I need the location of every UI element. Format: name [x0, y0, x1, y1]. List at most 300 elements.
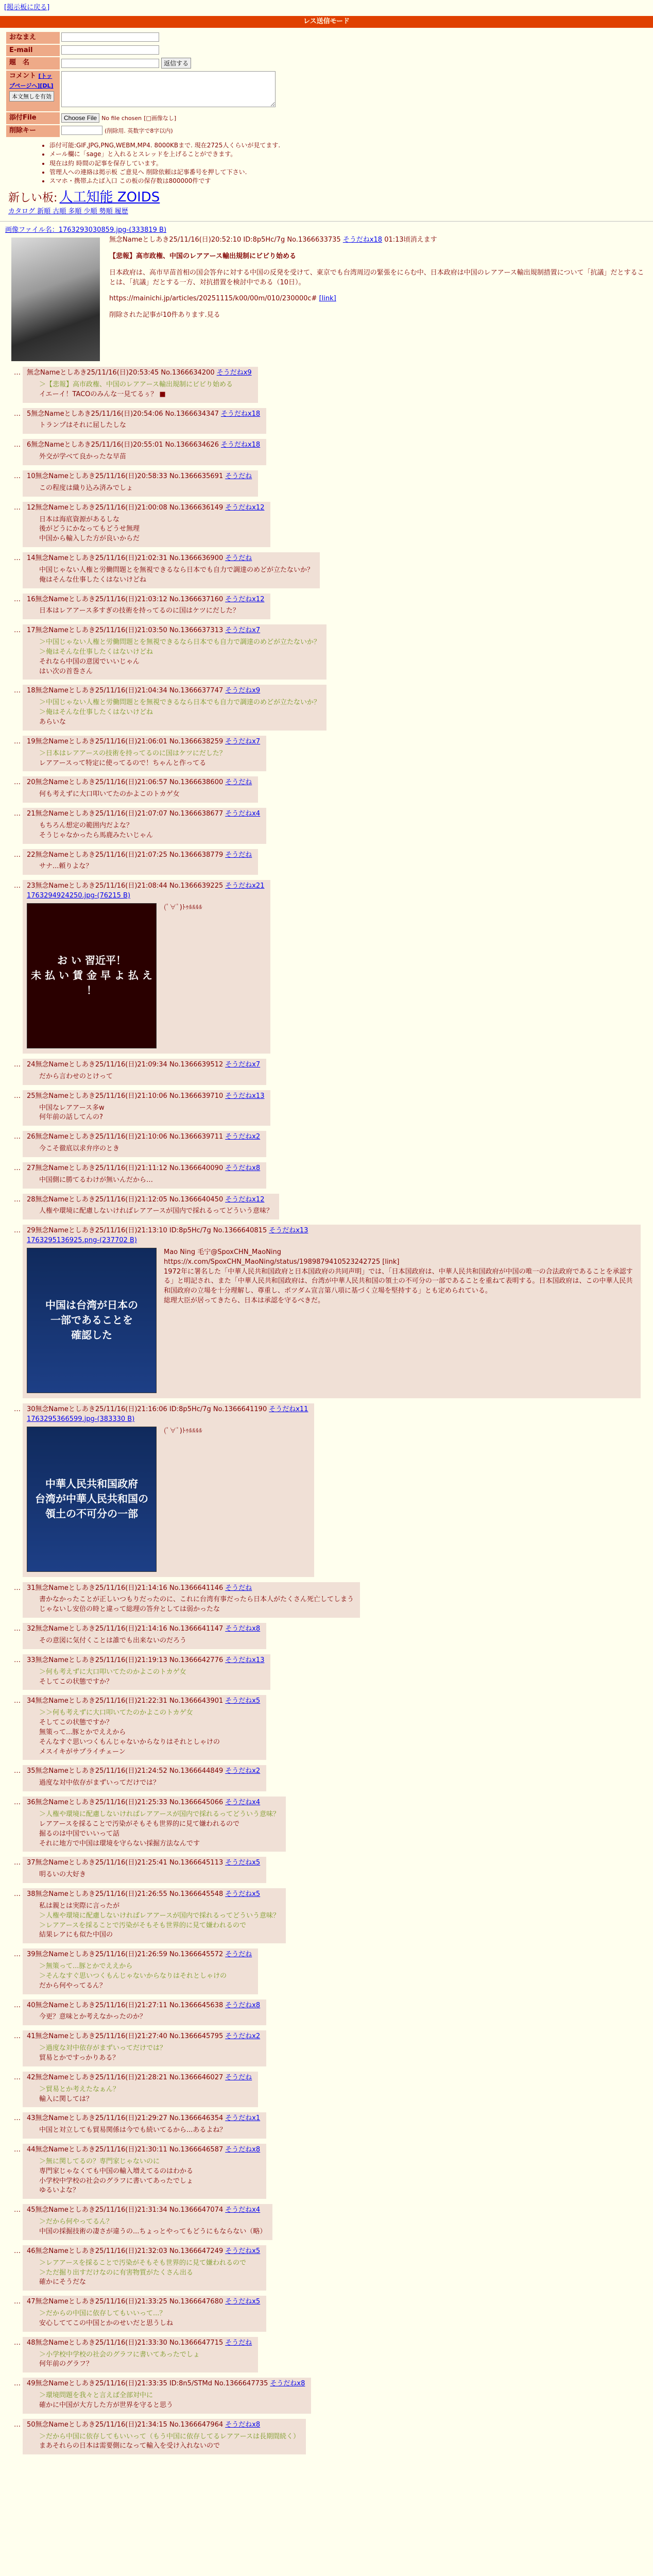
- reply-line: 過度な対中依存がまずいってだけでは？: [39, 1779, 160, 1787]
- reply-separator: …: [14, 1951, 21, 1959]
- reply-header-text: 10無念Nameとしあき25/11/16(日)20:58:33 No.1366635691: [27, 472, 224, 480]
- reply-header-text: 43無念Nameとしあき25/11/16(日)21:29:27 No.1366646354: [27, 2114, 224, 2123]
- reply-separator: …: [14, 2420, 21, 2429]
- reply-text: [39, 1666, 264, 1687]
- op-header: [5, 235, 648, 245]
- reply-separator: …: [14, 2114, 21, 2123]
- reply-header: [27, 2032, 260, 2042]
- op-link[interactable]: [link]: [319, 295, 336, 303]
- reply-post: [12, 2029, 268, 2068]
- reply-text: [39, 2389, 305, 2411]
- reply-text: [39, 2010, 260, 2022]
- reply-body: [23, 808, 266, 844]
- sodane-link[interactable]: そうだねx8: [225, 2146, 261, 2154]
- reply-separator: …: [14, 687, 21, 695]
- reply-post: [12, 1693, 268, 1761]
- sodane-link[interactable]: そうだねx13: [269, 1227, 308, 1235]
- reply-header: [27, 1767, 260, 1776]
- sodane-link[interactable]: そうだねx4: [225, 2206, 261, 2214]
- catalog-links[interactable]: [8, 207, 653, 217]
- reply-line: 何年前のグラフ？: [39, 2360, 93, 2368]
- sodane-link[interactable]: そうだねx13: [225, 1656, 265, 1664]
- sodane-link[interactable]: そうだねx5: [225, 2247, 261, 2255]
- reply-body: [23, 2030, 266, 2066]
- reply-post: [12, 500, 272, 549]
- reply-body: [23, 1162, 266, 1189]
- reply-separator: …: [14, 1195, 21, 1204]
- reply-post: [12, 1764, 268, 1793]
- reply-line: (ﾟ∀ﾟ)ﾄｩﾙﾙﾙﾙ: [164, 903, 202, 911]
- reply-body: [23, 594, 270, 620]
- reply-line: ＞人権や環境に配慮しないければレアアースが国内で採れるってどういう意味？: [39, 1911, 280, 1920]
- reply-text: [39, 513, 264, 545]
- reply-form: [5, 31, 277, 138]
- reply-separator: …: [14, 2338, 21, 2347]
- name-label: おなまえ: [6, 32, 60, 44]
- reply-header-text: 14無念Nameとしあき25/11/16(日)21:02:31 No.1366636900: [27, 554, 224, 563]
- reply-line: 今こそ徹底以求弁序のとき: [39, 1145, 120, 1153]
- comment-textarea[interactable]: [61, 71, 276, 107]
- reply-text: [39, 1960, 252, 1991]
- sodane-link[interactable]: そうだねx7: [225, 626, 261, 635]
- reply-body: [23, 2337, 258, 2373]
- reply-line: ＞日本はレアアースの技術を持ってるのに国はケツにだした？: [39, 749, 226, 757]
- reply-line: ＞無策って...豚とかでええから: [39, 1962, 133, 1971]
- reply-body: [23, 1797, 286, 1852]
- reply-body: [23, 2204, 272, 2240]
- sodane-link[interactable]: そうだねx8: [270, 2380, 305, 2388]
- reply-header-text: 27無念Nameとしあき25/11/16(日)21:11:12 No.1366640090: [27, 1164, 224, 1172]
- sodane-link[interactable]: そうだね: [225, 1951, 252, 1959]
- sodane-link[interactable]: そうだねx12: [225, 503, 265, 512]
- name-input[interactable]: [61, 32, 159, 42]
- op-file-line: [5, 226, 648, 235]
- reply-post: [12, 365, 260, 404]
- sodane-link[interactable]: そうだねx8: [225, 1164, 261, 1172]
- op-sodane-link[interactable]: そうだねx18: [342, 236, 383, 244]
- password-label: 削除キー: [6, 125, 60, 137]
- reply-line: だから何やってるん？: [39, 1981, 107, 1990]
- reply-line: (ﾟ∀ﾟ)ﾄｩﾙﾙﾙﾙ: [164, 1427, 202, 1435]
- reply-line: ＞小学校中学校の社会のグラフに書いてあったでしょ: [39, 2350, 200, 2359]
- reply-header: [27, 851, 252, 860]
- reply-header-text: 41無念Nameとしあき25/11/16(日)21:27:40 No.1366645795: [27, 2032, 224, 2041]
- reply-header: [27, 2001, 260, 2011]
- op-thumbnail[interactable]: [11, 238, 100, 361]
- reply-thumbnail[interactable]: 中国は台湾が日本の 一部であることを 確認した: [27, 1248, 157, 1393]
- reply-post: [12, 1581, 362, 1620]
- reply-header-text: 38無念Nameとしあき25/11/16(日)21:26:55 No.1366645548: [27, 1890, 224, 1899]
- reply-line: ＞だから中国に依存してもいいって（もう中国に依存してるレアアースは長期間続く）: [39, 2432, 300, 2441]
- rule-item: • 管理人への連絡は掲示板 ご意見へ 削除依頼は記事番号を押して下さい.: [49, 168, 653, 177]
- rule-item: • 現在は約 時間の記事を保存しています。: [49, 159, 653, 168]
- rule-item: • メール欄に「sage」と入れるとスレッドを上げることができます。: [49, 150, 653, 159]
- reply-header-text: 20無念Nameとしあき25/11/16(日)21:06:57 No.1366638600: [27, 778, 224, 787]
- sodane-link[interactable]: そうだね: [225, 554, 252, 563]
- reply-header-text: 12無念Nameとしあき25/11/16(日)21:00:08 No.1366636149: [27, 503, 224, 512]
- reply-separator: …: [14, 1164, 21, 1172]
- sodane-link[interactable]: そうだねx5: [225, 1697, 261, 1705]
- reply-line: ＞人権や環境に配慮しないければレアアースが国内で採れるってどういう意味？: [39, 1810, 280, 1818]
- sodane-link[interactable]: そうだねx4: [225, 1799, 261, 1807]
- reply-post: [12, 2070, 260, 2109]
- reply-text: [39, 2348, 252, 2370]
- sodane-link[interactable]: そうだね: [225, 472, 252, 480]
- reply-line: 外交が学べて良かったな早苗: [39, 453, 127, 461]
- sodane-link[interactable]: そうだねx9: [225, 687, 261, 695]
- reply-separator: …: [14, 554, 21, 563]
- reply-separator: …: [14, 1060, 21, 1069]
- reply-post: [12, 1402, 316, 1579]
- reply-header: [27, 368, 252, 378]
- reply-line: レアアースを採ることで汚染がそもそも世界的に見て嫌われるので: [39, 1820, 239, 1828]
- reply-line: 書かなかったことが正しいつもりだったのに、これに台湾有事だったら日本人がたくさん死亡してしまう: [39, 1596, 354, 1604]
- reply-header-text: 35無念Nameとしあき25/11/16(日)21:24:52 No.1366644849: [27, 1767, 224, 1775]
- reply-header: [27, 2420, 300, 2430]
- reply-header-text: 45無念Nameとしあき25/11/16(日)21:31:34 No.1366647074: [27, 2206, 224, 2214]
- reply-text: [39, 1900, 280, 1940]
- back-link[interactable]: [掲示板に戻る]: [4, 4, 50, 11]
- subject-label: 題 名: [6, 57, 60, 70]
- reply-header-text: 39無念Nameとしあき25/11/16(日)21:26:59 No.1366645572: [27, 1951, 224, 1959]
- reply-header-text: 6無念Nameとしあき25/11/16(日)20:55:01 No.1366634626: [27, 441, 219, 449]
- op-deleted-note: 削除された記事が10件あります.見る: [109, 311, 220, 319]
- reply-separator: …: [14, 626, 21, 635]
- op-file-link[interactable]: 画像ファイル名：1763293030859.jpg-(333819 B): [5, 226, 167, 234]
- reply-body: [23, 1194, 279, 1220]
- reply-text: [39, 482, 252, 494]
- reply-body: [23, 1654, 270, 1690]
- reply-line: 人権や環境に配慮しないければレアアースが国内で採れるってどういう意味？: [39, 1207, 273, 1215]
- reply-header: [27, 1798, 280, 1808]
- no-image-checkbox[interactable]: [□画像なし]: [144, 114, 177, 122]
- op-body-line: 【悲報】高市政権、中国のレアアース輸出規制にビビり始める: [109, 252, 296, 260]
- reply-text: [39, 564, 314, 585]
- reply-body: [23, 736, 266, 772]
- reply-text: [39, 2124, 260, 2136]
- reply-post: [12, 1057, 268, 1087]
- password-input[interactable]: [61, 126, 102, 135]
- sodane-link[interactable]: そうだね: [225, 851, 252, 859]
- reply-post: [12, 806, 268, 845]
- reply-header-text: 24無念Nameとしあき25/11/16(日)21:09:34 No.1366639512: [27, 1060, 224, 1069]
- reply-line: その意図に気付くことは誰でも出来ないのだろう: [39, 1637, 187, 1645]
- reply-text: [39, 2042, 260, 2063]
- reply-header: [27, 809, 260, 819]
- reply-line: 何も考えずに大口叩いてたのかよこのトカゲ女: [39, 790, 180, 799]
- new-board-link[interactable]: 人工知能 ZOIDS: [59, 189, 160, 205]
- reply-post: [12, 406, 268, 436]
- reply-header-text: 28無念Nameとしあき25/11/16(日)21:12:05 No.1366640450: [27, 1195, 224, 1204]
- reply-separator: …: [14, 1656, 21, 1664]
- reply-body: [23, 1623, 266, 1649]
- reply-line: 総理大臣が居ってきたら、日本は承認を守るべきだ。: [164, 1297, 325, 1305]
- reply-line: だから言わせのとけって: [39, 1072, 113, 1080]
- reply-post: [12, 1795, 287, 1853]
- sodane-link[interactable]: そうだねx2: [225, 2032, 261, 2041]
- reply-line: 俺はそんな仕事したくはないけどね: [39, 575, 147, 584]
- sodane-link[interactable]: そうだねx21: [225, 882, 265, 890]
- reply-line: 中国側に勝てるわけが無いんだから…: [39, 1176, 153, 1184]
- reply-post: [12, 2417, 307, 2456]
- email-input[interactable]: [61, 45, 159, 55]
- reply-separator: …: [14, 2001, 21, 2009]
- reply-separator: …: [14, 1859, 21, 1867]
- reply-separator: …: [14, 1697, 21, 1705]
- reply-header: [27, 1697, 260, 1706]
- reply-header-text: 34無念Nameとしあき25/11/16(日)21:22:31 No.1366643901: [27, 1697, 224, 1705]
- reply-line: 結果レアにも似た中国の: [39, 1931, 113, 1939]
- reply-header: [27, 737, 260, 747]
- reply-header-text: 19無念Nameとしあき25/11/16(日)21:06:01 No.1366638259: [27, 737, 224, 745]
- reply-line: 安心しててこの中国とかのせいだと思うしね: [39, 2319, 174, 2327]
- reply-line: 確かに中国が大方した方が世界を守ると思う: [39, 2401, 174, 2409]
- reply-separator: …: [14, 1405, 21, 1413]
- sodane-link[interactable]: そうだねx12: [225, 595, 265, 603]
- op-post: [0, 226, 653, 363]
- reply-text: [39, 1808, 280, 1849]
- reply-post: [12, 1192, 281, 1222]
- reply-line: そうじゃなかったら馬鹿みたいじゃん: [39, 831, 153, 839]
- reply-text: [39, 1868, 260, 1880]
- reply-post: [12, 2142, 268, 2200]
- reply-post: [12, 469, 260, 498]
- reply-separator: …: [14, 472, 21, 480]
- comment-label: [6, 71, 60, 111]
- reply-body: [23, 1225, 641, 1398]
- reply-text: [39, 1142, 260, 1154]
- op-source-url: https://mainichi.jp/articles/20251115/k00/00m/010/230000c#: [109, 295, 317, 303]
- reply-line: ＞だからの中国に依存してもいいって...？: [39, 2310, 166, 2318]
- reply-body: [23, 1059, 266, 1085]
- reply-header: [27, 1132, 260, 1142]
- reply-header: [27, 503, 264, 513]
- reply-header: [27, 1195, 273, 1205]
- sodane-link[interactable]: そうだねx2: [225, 1133, 261, 1141]
- reply-header-text: 31無念Nameとしあき25/11/16(日)21:14:16 No.1366641146: [27, 1584, 224, 1592]
- reply-body: [23, 1695, 266, 1760]
- reply-line: ＞貿易とか考えたなぁん？: [39, 2085, 120, 2093]
- reply-separator: …: [14, 1890, 21, 1899]
- reply-body: [23, 2245, 266, 2291]
- reply-separator: …: [14, 737, 21, 745]
- reply-header-text: 22無念Nameとしあき25/11/16(日)21:07:25 No.1366638779: [27, 851, 224, 859]
- reply-body: [23, 1999, 266, 2026]
- sodane-link[interactable]: そうだねx4: [225, 810, 261, 818]
- reply-post: [12, 1887, 287, 1945]
- subject-input[interactable]: [61, 59, 159, 68]
- reply-header-text: 21無念Nameとしあき25/11/16(日)21:07:07 No.1366638677: [27, 810, 224, 818]
- reply-line: 中国なレアアース多w: [39, 1104, 105, 1112]
- reply-line: あらいな: [39, 718, 66, 726]
- op-expire: 01:13頃消えます: [384, 236, 437, 244]
- reply-body: [23, 624, 326, 680]
- reply-separator: …: [14, 810, 21, 818]
- reply-body: [23, 2296, 266, 2332]
- reply-header: [27, 554, 314, 564]
- sodane-link[interactable]: そうだね: [225, 778, 252, 787]
- choose-file-button[interactable]: Choose File: [61, 113, 99, 123]
- reply-header-text: 40無念Nameとしあき25/11/16(日)21:27:11 No.1366645638: [27, 2001, 224, 2009]
- reply-file-link[interactable]: 1763295136925.png-(237702 B): [27, 1236, 137, 1245]
- reply-line: 明るいの大好き: [39, 1871, 87, 1879]
- reply-header-text: 29無念Nameとしあき25/11/16(日)21:13:10 ID:8p5Hc/7g No.1366640815: [27, 1227, 267, 1235]
- reply-line: もちろん想定の範囲内だよな？: [39, 821, 133, 829]
- reply-header: [27, 2247, 260, 2257]
- reply-post: [12, 1089, 272, 1128]
- reply-header-text: 18無念Nameとしあき25/11/16(日)21:04:34 No.1366637747: [27, 687, 224, 695]
- reply-header: [27, 2145, 260, 2155]
- reply-line: 日本はレアアース多すぎの技術を持ってるのに国はケツにだした？: [39, 607, 239, 615]
- reply-post: [12, 1223, 642, 1400]
- reply-thumbnail[interactable]: お い 習近平！ 未 払 い 賃 金 早 よ 払 え ！: [27, 903, 157, 1048]
- reply-text: [39, 2430, 300, 2452]
- reply-line: 輸入に関しては？: [39, 2095, 93, 2103]
- new-board-prefix: 新しい板:: [8, 191, 58, 205]
- reply-header: [27, 1164, 260, 1174]
- reply-file-link[interactable]: 1763295366599.jpg-(383330 B): [27, 1415, 135, 1423]
- sodane-link[interactable]: そうだねx18: [220, 441, 261, 449]
- reply-text: [39, 1706, 260, 1757]
- reply-body: [23, 1090, 270, 1126]
- reply-line: ＞俺はそんな仕事したくはないけどね: [39, 648, 153, 656]
- reply-header: [27, 626, 320, 636]
- reply-post: [12, 2376, 313, 2415]
- sodane-link[interactable]: そうだねx8: [225, 2420, 261, 2429]
- reply-line: 中国と対立しても貿易関係は今でも続いてるから...あるよね？: [39, 2126, 227, 2134]
- reply-text: [39, 378, 252, 400]
- reply-header-text: 36無念Nameとしあき25/11/16(日)21:25:33 No.1366645066: [27, 1799, 224, 1807]
- reply-header-text: 26無念Nameとしあき25/11/16(日)21:10:06 No.1366639711: [27, 1133, 224, 1141]
- reply-line: 中国の採掘技術の凄さが違うの...ちょっとやってもどうにもならない（略）: [39, 2227, 267, 2235]
- sodane-link[interactable]: そうだねx8: [225, 1625, 261, 1633]
- sodane-link[interactable]: そうだねx5: [225, 2298, 261, 2306]
- reply-line: ＞何も考えずに大口叩いてたのかよこのトカゲ女: [39, 1668, 186, 1676]
- sodane-link[interactable]: そうだねx9: [216, 369, 252, 377]
- reply-line: ＞環境問題を我々と言えば全部対中に: [39, 2392, 153, 2400]
- reply-header: [27, 1060, 260, 1070]
- reply-line: この程度は織り込み済みでしょ: [39, 484, 133, 492]
- reply-separator: …: [14, 1133, 21, 1141]
- reply-separator: …: [14, 2146, 21, 2154]
- reply-post: [12, 848, 260, 877]
- reply-post: [12, 1129, 268, 1159]
- reply-body: [23, 470, 258, 497]
- reply-line: それに地方で中国は環境を守らない採掘方法なんです: [39, 1839, 200, 1848]
- reply-text: [39, 2215, 266, 2237]
- sodane-link[interactable]: そうだね: [225, 2338, 252, 2347]
- reply-line: 専門家じゃなくても中国の輸入増えてるのはわかる: [39, 2167, 194, 2175]
- reply-post: [12, 683, 328, 732]
- sodane-link[interactable]: そうだねx13: [225, 1092, 265, 1100]
- reply-text: [39, 2155, 260, 2196]
- reply-post: [12, 2111, 268, 2140]
- reply-separator: …: [14, 441, 21, 449]
- reply-line: それなら中国の意図でいいじゃん: [39, 657, 140, 666]
- reply-line: ＞中国じゃない人権と労働問題とを無視できるなら日本でも自力で調達のめどが立たないか？: [39, 699, 321, 707]
- reply-post: [12, 775, 260, 804]
- reply-line: 貿易とかですっかりある？: [39, 2054, 119, 2062]
- reply-file-link[interactable]: 1763294924250.jpg-(76215 B): [27, 892, 131, 900]
- reply-line: ＞レアアースを採ることで汚染がそもそも世界的に見て嫌われるので: [39, 2259, 246, 2267]
- reply-body: [23, 1765, 266, 1791]
- op-body-line: 日本政府は、高市早苗首相の国会答弁に対する中国の反発を受けて、東京でも台湾周辺の緊張をにらむ中、日本政府は中国のレアアース輸出規制措置について「抗議」だとすることは、「抗議」だとする一方、対抗措置を検討中である（10日）。: [109, 268, 644, 286]
- reply-separator: …: [14, 2247, 21, 2255]
- reply-line: そしてこの状態ですか？: [39, 1677, 113, 1686]
- reply-line: はい次の首巻さん: [39, 667, 93, 675]
- reply-body: [23, 408, 266, 434]
- reply-line: 私は親とは実際に言ったが: [39, 1902, 120, 1910]
- reply-post: [12, 1161, 268, 1190]
- reply-body: [23, 1857, 266, 1883]
- sodane-link[interactable]: そうだねx18: [220, 410, 261, 418]
- sodane-link[interactable]: そうだねx12: [225, 1195, 265, 1204]
- sodane-link[interactable]: そうだねx2: [225, 1767, 261, 1775]
- no-body-button[interactable]: 本文無しを有効: [9, 91, 54, 101]
- sodane-link[interactable]: そうだねx8: [225, 2001, 261, 2009]
- reply-text: [39, 1776, 260, 1788]
- comment-tools-link[interactable]: [トップページへ][DL]: [9, 73, 54, 90]
- reply-header-text: 17無念Nameとしあき25/11/16(日)21:03:50 No.1366637313: [27, 626, 224, 635]
- sodane-link[interactable]: そうだね: [225, 1584, 252, 1592]
- reply-body: [23, 1403, 314, 1577]
- reply-header-text: 無念Nameとしあき25/11/16(日)20:53:45 No.1366634200: [27, 369, 215, 377]
- reply-line: 今更？意味とか考えなかったのか？: [39, 2013, 147, 2021]
- sodane-link[interactable]: そうだねx1: [225, 2114, 261, 2123]
- reply-separator: …: [14, 2206, 21, 2214]
- reply-post: [12, 437, 268, 467]
- sodane-link[interactable]: そうだねx7: [225, 1060, 261, 1069]
- comment-label-text: コメント: [9, 72, 37, 80]
- reply-separator: …: [14, 595, 21, 603]
- file-label: 添付File: [6, 112, 60, 124]
- sodane-link[interactable]: そうだねx7: [225, 737, 261, 745]
- reply-body: [23, 1948, 258, 1994]
- reply-body: [23, 552, 320, 588]
- sodane-link[interactable]: そうだねx5: [225, 1859, 261, 1867]
- reply-body: [23, 2378, 311, 2414]
- back-to-board-link[interactable]: [0, 0, 653, 14]
- rule-item: • 添付可能:GIF,JPG,PNG,WEBM,MP4. 8000KBまで. 現在2725人くらいが見てます.: [49, 141, 653, 150]
- sodane-link[interactable]: そうだねx11: [269, 1405, 308, 1413]
- reply-header-text: 37無念Nameとしあき25/11/16(日)21:25:41 No.1366645113: [27, 1859, 224, 1867]
- reply-line: 中国から輸入した方が良いからだ: [39, 535, 140, 543]
- sodane-link[interactable]: そうだねx5: [225, 1890, 261, 1899]
- new-board-ad: [8, 188, 653, 208]
- reply-header-text: 50無念Nameとしあき25/11/16(日)21:34:15 No.1366647964: [27, 2420, 224, 2429]
- reply-line: ＞無に関してるの？専門家じゃないのに: [39, 2157, 160, 2165]
- reply-separator: …: [14, 503, 21, 512]
- reply-separator: …: [14, 2032, 21, 2041]
- reply-body: [23, 880, 270, 1054]
- reply-body: [23, 1888, 286, 1943]
- reply-header: [27, 1950, 252, 1960]
- reply-line: 1972年に署名した「中華人民共和国政府と日本国政府の共同声明」では、「日本国政府は、中華人民共和国政府が中国の唯一の合法政府であることを承認する」と明記され、また「中華人民共和国政府は、台湾が中華人民共和国の領土の不可分の一部であることを重ねて表明する。日本国政府は、この中華人民共和国政府の立場を十分理解し、尊重し、ポツダム宣言第八項に基づく立場を堅持する」とも定められている。: [164, 1267, 633, 1295]
- reply-line: ＞レアアースを採ることで汚染がそもそも世界的に見て嫌われるので: [39, 1921, 246, 1929]
- reply-separator: …: [14, 778, 21, 787]
- submit-button[interactable]: 返信する: [161, 58, 191, 69]
- reply-post: [12, 1621, 268, 1651]
- sodane-link[interactable]: そうだね: [225, 2073, 252, 2081]
- reply-line: ＞【悲報】高市政権、中国のレアアース輸出規制にビビり始める: [39, 380, 233, 388]
- reply-post: [12, 1855, 268, 1885]
- reply-header: [27, 2073, 252, 2083]
- reply-header: [27, 2297, 260, 2307]
- catalog-link[interactable]: カタログ 新順 古順 多順 少順 勢順 履歴: [8, 208, 128, 216]
- reply-header-text: 16無念Nameとしあき25/11/16(日)21:03:12 No.1366637160: [27, 595, 224, 603]
- reply-line: ゆるいよな？: [39, 2187, 80, 2195]
- reply-thumbnail[interactable]: 中華人民共和国政府 台湾が中華人民共和国の 領土の不可分の一部: [27, 1427, 157, 1572]
